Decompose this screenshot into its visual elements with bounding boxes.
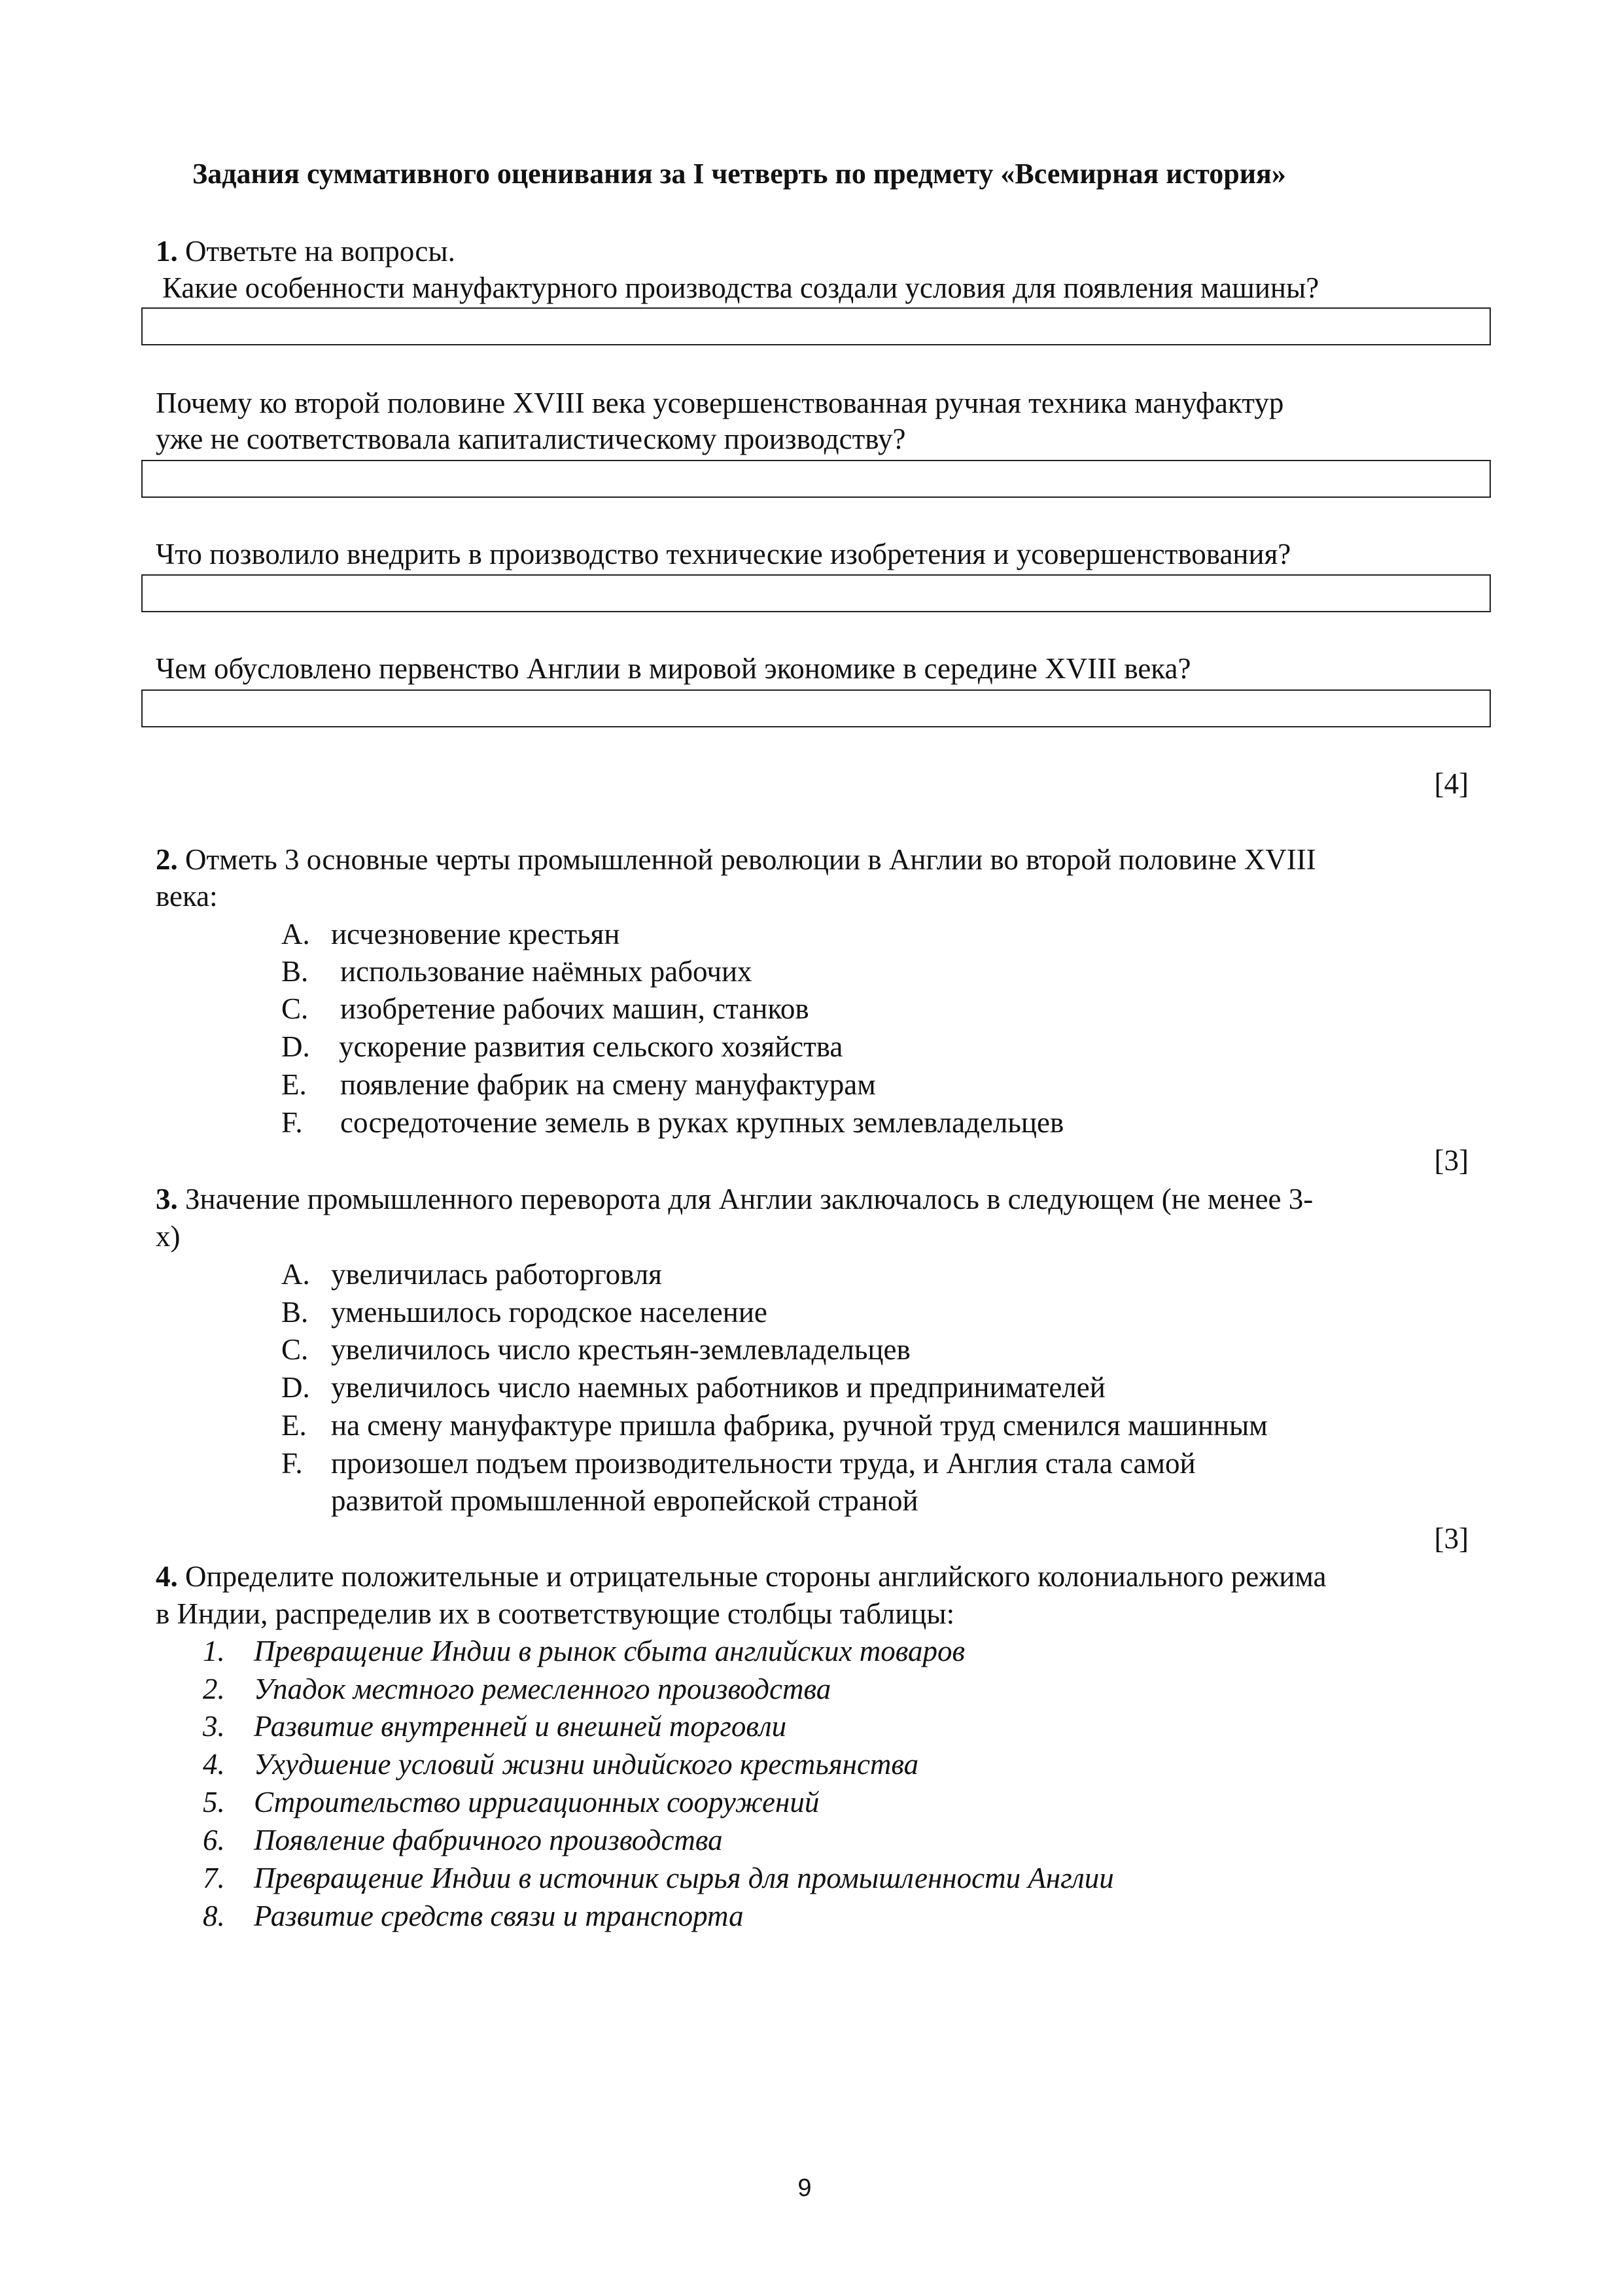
q3-option-a-letter: A. — [281, 1258, 310, 1291]
q4-item-6-number: 6. — [203, 1824, 225, 1856]
q4-text-line2: в Индии, распределив их в соответствующие столбцы таблицы: — [156, 1597, 955, 1630]
q2-option-e[interactable]: появление фабрик на смену мануфактурам — [340, 1068, 876, 1101]
q2-option-f-letter: F. — [281, 1106, 303, 1139]
q3-option-e-letter: E. — [281, 1409, 307, 1442]
q4-item-8: Развитие средств связи и транспорта — [254, 1900, 744, 1932]
q2-text-line1 — [156, 841, 1316, 878]
q4-item-8-number: 8. — [203, 1900, 225, 1932]
q1-question-4: Чем обусловлено первенство Англии в мировой экономике в середине XVIII века? — [156, 652, 1191, 685]
q2-number: 2. — [156, 843, 178, 876]
q2-option-d[interactable]: ускорение развития сельского хозяйства — [339, 1030, 843, 1063]
q1-question-1: Какие особенности мануфактурного производства создали условия для появления машины? — [162, 271, 1319, 304]
q1-question-2-line2: уже не соответствовала капиталистическому производству? — [156, 423, 906, 455]
q4-item-7-number: 7. — [203, 1862, 225, 1894]
q3-option-a[interactable]: увеличилась работорговля — [331, 1258, 662, 1291]
q4-item-3: Развитие внутренней и внешней торговли — [254, 1710, 787, 1743]
q4-item-2: Упадок местного ремесленного производства — [254, 1673, 831, 1705]
q4-item-5: Строительство ирригационных сооружений — [254, 1786, 820, 1818]
q4-item-4-number: 4. — [203, 1748, 225, 1781]
q2-option-d-letter: D. — [281, 1030, 310, 1063]
q3-text-line1 — [156, 1181, 1313, 1217]
q3-option-f[interactable]: произошел подъем производительности труда, и Англия стала самой — [331, 1447, 1196, 1480]
q1-answer-field-2[interactable] — [141, 460, 1491, 498]
q4-item-6: Появление фабричного производства — [254, 1824, 723, 1856]
q1-answer-field-1[interactable] — [141, 307, 1491, 345]
q4-text: Определите положительные и отрицательные стороны английского колониального режима — [185, 1560, 1327, 1593]
q3-text-line2: х) — [156, 1220, 181, 1253]
q4-item-1: Превращение Индии в рынок сбыта английских товаров — [254, 1635, 966, 1667]
q3-option-f-letter: F. — [281, 1447, 303, 1480]
q4-item-4: Ухудшение условий жизни индийского крестьянства — [254, 1748, 919, 1781]
q3-option-f-line2: развитой промышленной европейской страной — [331, 1484, 918, 1517]
q2-option-c[interactable]: изобретение рабочих машин, станков — [340, 992, 809, 1025]
q4-item-1-number: 1. — [203, 1635, 225, 1667]
q3-option-d-letter: D. — [281, 1371, 310, 1404]
q2-option-f[interactable]: сосредоточение земель в руках крупных землевладельцев — [340, 1106, 1064, 1139]
q1-score: [4] — [1434, 767, 1469, 800]
q1-number: 1. — [156, 235, 178, 268]
q3-option-c-letter: C. — [281, 1333, 309, 1366]
q3-option-b[interactable]: уменьшилось городское население — [331, 1296, 767, 1329]
q3-option-c[interactable]: увеличилось число крестьян-землевладельцев — [331, 1333, 911, 1366]
q3-option-d[interactable]: увеличилось число наемных работников и предпринимателей — [331, 1371, 1106, 1404]
page-number: 9 — [797, 2174, 812, 2202]
q4-item-7: Превращение Индии в источник сырья для промышленности Англии — [254, 1862, 1114, 1894]
q3-number: 3. — [156, 1183, 178, 1215]
q1-answer-field-4[interactable] — [141, 689, 1491, 727]
q4-number: 4. — [156, 1560, 178, 1593]
q3-score: [3] — [1434, 1522, 1469, 1555]
q4-text-line1 — [156, 1558, 1327, 1595]
q2-score: [3] — [1434, 1144, 1469, 1177]
q2-text-line2: века: — [156, 880, 218, 913]
q1-question-3: Что позволило внедрить в производство технические изобретения и усовершенствования? — [156, 538, 1291, 570]
q2-option-a-letter: A. — [281, 918, 310, 950]
q1-intro: Ответьте на вопросы. — [185, 235, 455, 268]
q3-option-e[interactable]: на смену мануфактуре пришла фабрика, ручной труд сменился машинным — [331, 1409, 1268, 1442]
q3-text: Значение промышленного переворота для Англии заключалось в следующем (не менее 3- — [185, 1183, 1314, 1215]
q1-answer-field-3[interactable] — [141, 574, 1491, 612]
q2-option-c-letter: C. — [281, 992, 309, 1025]
q2-option-a[interactable]: исчезновение крестьян — [331, 918, 620, 950]
q4-item-5-number: 5. — [203, 1786, 225, 1818]
q2-option-e-letter: E. — [281, 1068, 307, 1101]
q1-heading — [156, 233, 455, 270]
q2-option-b-letter: B. — [281, 955, 309, 988]
q2-option-b[interactable]: использование наёмных рабочих — [340, 955, 752, 988]
q3-option-b-letter: B. — [281, 1296, 309, 1329]
q1-question-2-line1: Почему ко второй половине XVIII века усовершенствованная ручная техника мануфактур — [156, 387, 1284, 419]
page-title: Задания суммативного оценивания за I четверть по предмету «Всемирная история» — [192, 158, 1286, 190]
q4-item-3-number: 3. — [203, 1710, 225, 1743]
q2-text: Отметь 3 основные черты промышленной революции в Англии во второй половине XVIII — [185, 843, 1316, 876]
q4-item-2-number: 2. — [203, 1673, 225, 1705]
